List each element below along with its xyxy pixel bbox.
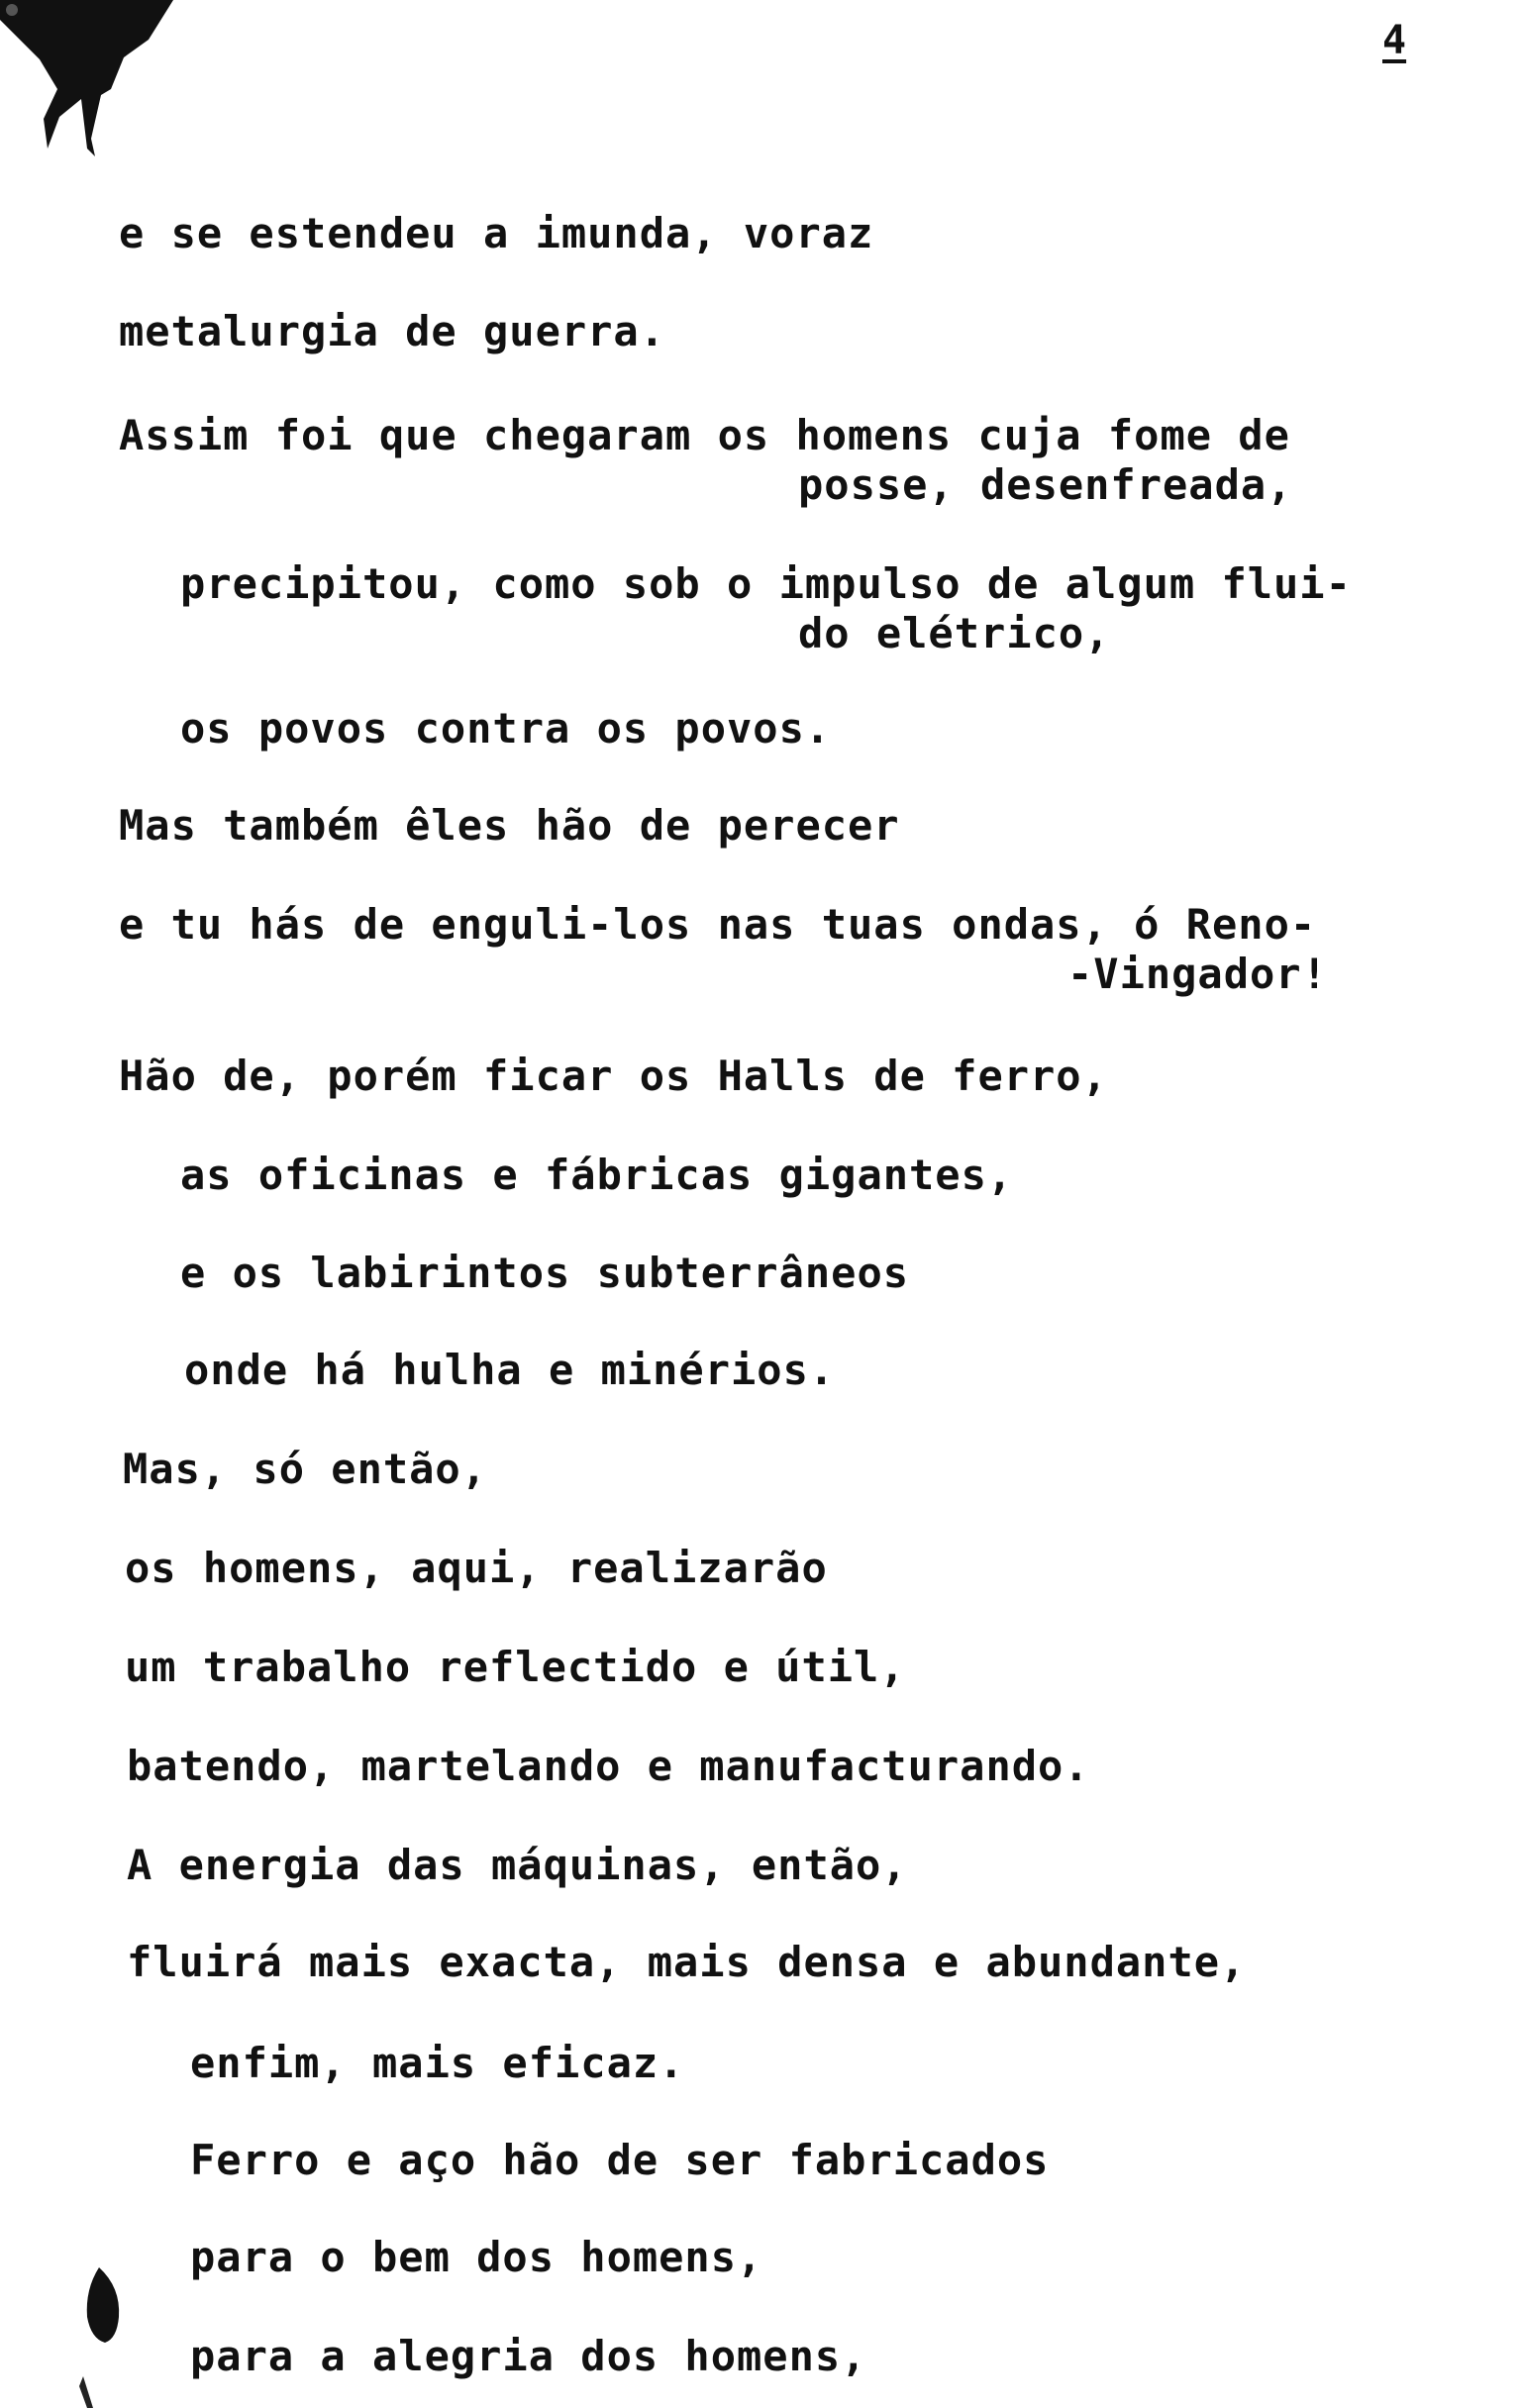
poem-line: as oficinas e fábricas gigantes, xyxy=(180,1151,1014,1199)
poem-line: onde há hulha e minérios. xyxy=(184,1346,836,1394)
poem-line: e se estendeu a imunda, voraz xyxy=(119,209,874,257)
poem-line: os homens, aqui, realizarão xyxy=(125,1544,828,1592)
page-number: 4 xyxy=(1382,18,1407,63)
poem-line: Ferro e aço hão de ser fabricados xyxy=(190,2136,1050,2184)
poem-line: precipitou, como sob o impulso de algum flui- xyxy=(180,559,1352,608)
poem-line: Assim foi que chegaram os homens cuja fome de xyxy=(119,411,1290,459)
poem-line: um trabalho reflectido e útil, xyxy=(125,1643,906,1691)
poem-line: e tu hás de enguli-los nas tuas ondas, ó Reno- xyxy=(119,900,1317,949)
poem-line-continuation: do elétrico, xyxy=(798,609,1111,657)
poem-line: para o bem dos homens, xyxy=(190,2233,763,2281)
poem-line: fluirá mais exacta, mais densa e abundante, xyxy=(127,1938,1247,1986)
poem-line: Mas, só então, xyxy=(123,1445,488,1493)
poem-line-continuation: posse, desenfreada, xyxy=(798,460,1293,509)
poem-line-continuation: -Vingador! xyxy=(1067,950,1328,998)
poem-line: para a alegria dos homens, xyxy=(190,2332,867,2380)
poem-line: A energia das máquinas, então, xyxy=(127,1841,908,1889)
poem-line: e os labirintos subterrâneos xyxy=(180,1249,910,1297)
poem-line: Hão de, porém ficar os Halls de ferro, xyxy=(119,1052,1108,1100)
ink-blot-top-left xyxy=(0,0,188,168)
poem-line: os povos contra os povos. xyxy=(180,704,832,752)
poem-line: Mas também êles hão de perecer xyxy=(119,801,900,850)
ink-blot-bottom-left xyxy=(69,2267,139,2408)
poem-line: batendo, martelando e manufacturando. xyxy=(127,1742,1090,1790)
poem-line: metalurgia de guerra. xyxy=(119,307,666,355)
poem-line: enfim, mais eficaz. xyxy=(190,2039,685,2087)
